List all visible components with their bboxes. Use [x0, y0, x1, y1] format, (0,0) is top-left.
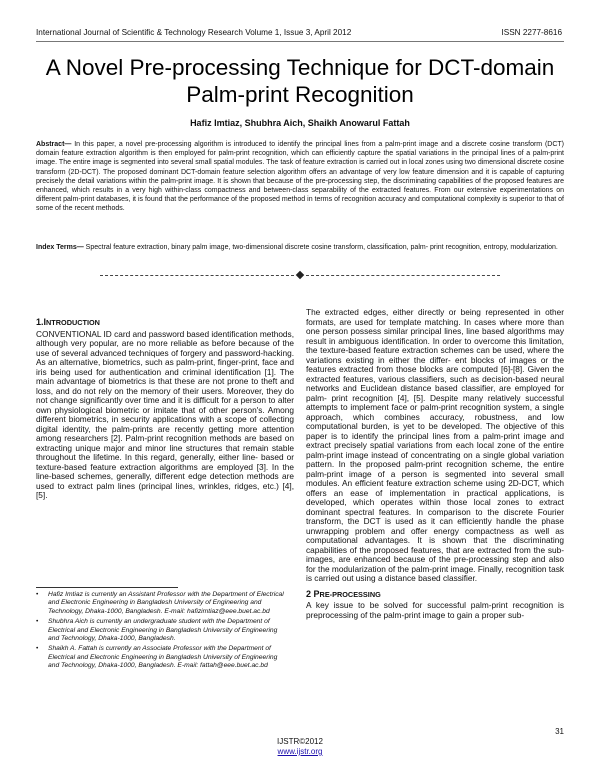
bullet-icon: • — [36, 645, 39, 653]
issn: ISSN 2277-8616 — [501, 28, 562, 37]
diamond-icon — [296, 271, 304, 279]
index-terms — [36, 243, 564, 252]
paper-title: A Novel Pre-processing Technique for DCT-domain Palm-print Recognition — [45, 55, 555, 107]
bullet-icon: • — [36, 618, 39, 626]
abstract-text: In this paper, a novel pre-processing algorithm is introduced to identify the principal lines from a palm-print image and a discrete cosine transform (DCT) domain feature extraction algorithm is then employed for palm-print recognition, which can efficiently capture the spatial variations in the principal lines of a palm-print image. The entire image is segmented into several small spatial modules. The task of feature extraction is carried out in local zones using two dimensional discrete cosine transform (2D-DCT). The proposed dominant DCT-domain feature selection algorithm offers an advantage of very low feature dimension and it is capable of capturing precisely the detail variations within the palm-print image. It is shown that because of the pre-processing step, the discriminating capabilities of the proposed features are enhanced, which results in a very high within-class compactness and between-class separability of the extracted features. From our extensive experimentations on different palm-print databases, it is found that the performance of the proposed method in terms of recognition accuracy and computational complexity is superior to that of some of the recent methods. — [36, 141, 564, 213]
page-number: 31 — [555, 727, 564, 736]
footnote-item: • Hafiz Imtiaz is currently an Assistant Professor with the Department of Electrical and Electronic Engineering in Bangladesh University of Engineering and Technology, Dhaka-1000, Bangladesh. E-mail: hafizimtiaz@eee.buet.ac.bd — [36, 591, 284, 615]
bullet-icon: • — [36, 591, 39, 598]
preprocessing-paragraph: A key issue to be solved for successful palm-print recognition is preprocessing of the palm-print image to gain a proper sub- — [306, 600, 564, 620]
introduction-paragraph: CONVENTIONAL ID card and password based identification methods, although very popular, are no more reliable as before because of the use of several advanced techniques of forgery and password-hacking. As an alternative, biometrics, such as palm-print, finger-print, face and iris being used for authentication and criminal identification [1]. The main advantage of biometrics is that these are not prone to theft and loss, and do not rely on the memory of their users. Moreover, they do not change significantly over time and it is difficult for a person to alter own physiological biometric or imitate that of other person's. Among different biometrics, in security applications with a scope of collecting digital identity, the palm-prints are recently getting more attention among researchers [2]. Palm-print recognition methods are based on extracting unique major and minor line structures that remain stable throughout the lifetime. In this regard, generally, either line- based or texture-based feature extraction algorithms are employed [3]. In the line-based schemes, generally, different edge detection methods are used to extract palm lines (principal lines, wrinkles, ridges, etc.) [4], [5]. — [36, 328, 294, 500]
right-column — [306, 308, 564, 620]
footnote-item: • Shubhra Aich is currently an undergraduate student with the Department of Electrical and Electronic Engineering in Bangladesh University of Engineering and Technology, Dhaka-1000, Bangladesh. — [36, 618, 278, 643]
footnote-rule — [36, 587, 178, 588]
index-terms-label: Index Terms— — [36, 244, 84, 251]
separator-line-right — [306, 275, 500, 276]
footnote-item: • Shaikh A. Fattah is currently an Associate Professor with the Department of Electrical and Electronic Engineering in Bangladesh University of Engineering and Technology, Dhaka-1000, Bangladesh. E-mail: fattah@eee.buet.ac.bd — [36, 645, 278, 670]
journal-link[interactable]: www.ijstr.org — [277, 747, 323, 756]
section-heading-introduction: 1.INTRODUCTION — [36, 317, 100, 327]
separator-line-left — [100, 275, 294, 276]
left-column — [36, 318, 294, 501]
author-list: Hafiz Imtiaz, Shubhra Aich, Shaikh Anowarul Fattah — [190, 118, 410, 128]
section-separator — [100, 270, 500, 280]
header-rule — [36, 41, 564, 42]
journal-header: International Journal of Scientific & Technology Research Volume 1, Issue 3, April 2012 — [36, 28, 352, 37]
right-paragraph: The extracted edges, either directly or being represented in other formats, are used for template matching. In cases where more than one person possess similar principal lines, line based algorithms may result in ambiguous identification. In order to overcome this limitation, the texture-based feature extraction schemes can be used, where the variations existing in either the differ- ent blocks of images or the features extracted from those blocks are computed [6]-[8]. Given the extracted features, various classifiers, such as decision-based neural networks and Euclidean distance based classifier, are employed for palm- print recognition [4], [5]. Despite many relatively successful attempts to implement face or palm-print recognition system, a single approach, which combines accuracy, robustness, and low computational burden, is yet to be developed. The objective of this paper is to identify the principal lines from a palm-print image and extract precisely spatial variations from each local zone of the entire palm-print image instead of concentrating on a single global variation pattern. In the proposed palm-print recognition scheme, the entire palm-print image of a person is segmented into several small modules. An efficient feature extraction scheme using 2D-DCT, which offers an ease of implementation in practical applications, is developed, which operates within those local zones to extract dominant spectral features. In comparison to the discrete Fourier transform, the DCT is used as it can efficiently handle the phase unwrapping problem and offer energy compactness as well as computational advantages. It is shown that the discriminating capabilities of the proposed features, that are extracted from the sub-images, are enhanced because of the pre-processing step and also for the modularization of the palm-print image. Finally, recognition task is carried out using a distance based classifier. — [306, 307, 564, 583]
copyright: IJSTR©2012 — [277, 737, 323, 746]
author-footnotes — [36, 591, 286, 673]
section-heading-preprocessing: 2 PRE-PROCESSING — [306, 588, 381, 599]
index-terms-text: Spectral feature extraction, binary palm image, two-dimensional discrete cosine transform, classification, palm- print recognition, entropy, modularization. — [85, 244, 558, 251]
abstract — [36, 140, 564, 214]
abstract-label: Abstract— — [36, 141, 72, 148]
